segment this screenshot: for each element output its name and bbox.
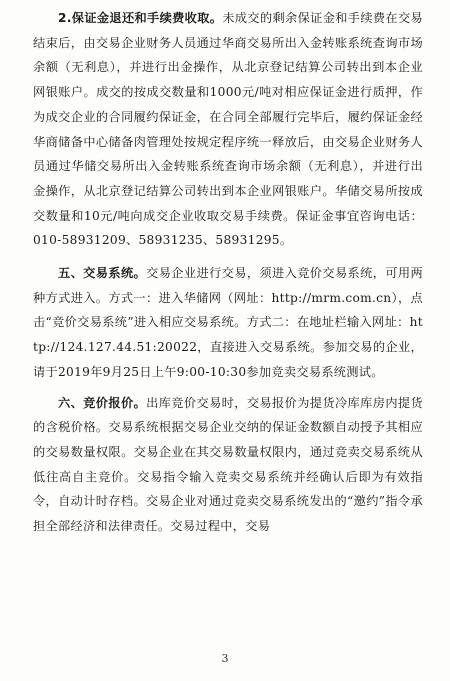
section-2-heading: 2.保证金退还和手续费收取。 <box>58 11 223 25</box>
section-6-body: 出库竞价交易时，交易报价为提货冷库库房内提货的含税价格。交易系统根据交易企业交纳的保证金数额自动授予其相应的交易数量权限。交易企业在其交易数量权限内，通过竞卖交易系统从低往高自主竞价。交易指令输入竞卖交易系统并经确认后即为有效指令，自动计时存档。交易企业对通过竞卖交易系统发出的“邀约”指令承担全部经济和法律责任。交易过程中，交易 <box>33 395 423 534</box>
section-2-body: 未成交的剩余保证金和手续费在交易结束后，由交易企业财务人员通过华商交易所出入金转账系统查询市场余额（无利息），并进行出金操作，从北京登记结算公司转出到本企业网银账户。成交的按成交数量和1000元/吨对相应保证金进行质押，作为成交企业的合同履约保证金，在合同全部履行完毕后，履约保证金经华商储备中心储备肉管理处按规定程序统一释放后，由交易企业财务人员通过华储交易所出入金转账系统查询市场余额（无利息），并进行出金操作，从北京登记结算公司转出到本企业网银账户。华储交易所按成交数量和10元/吨向成交企业收取交易手续费。保证金事宜咨询电话：010-58931209、58931235、58931295。 <box>33 11 423 248</box>
document-body <box>33 6 423 547</box>
section-6-heading: 六、竞价报价。 <box>58 395 147 410</box>
section-2-paragraph <box>33 6 423 253</box>
section-5-body: 交易企业进行交易，须进入竞价交易系统，可用两种方式进入。方式一：进入华储网（网址：http://mrm.com.cn），点击“竞价交易系统”进入相应交易系统。方式二：在地址栏输入网址：http://124.127.44.51:20022，直接进入交易系统。参加交易的企业，请于2019年9月25日上午9:00-10:30参加竞卖交易系统测试。 <box>33 266 423 379</box>
section-6-paragraph <box>33 391 423 539</box>
section-5-paragraph <box>33 261 423 385</box>
page-number: 3 <box>221 652 229 665</box>
section-5-heading: 五、交易系统。 <box>58 266 147 281</box>
